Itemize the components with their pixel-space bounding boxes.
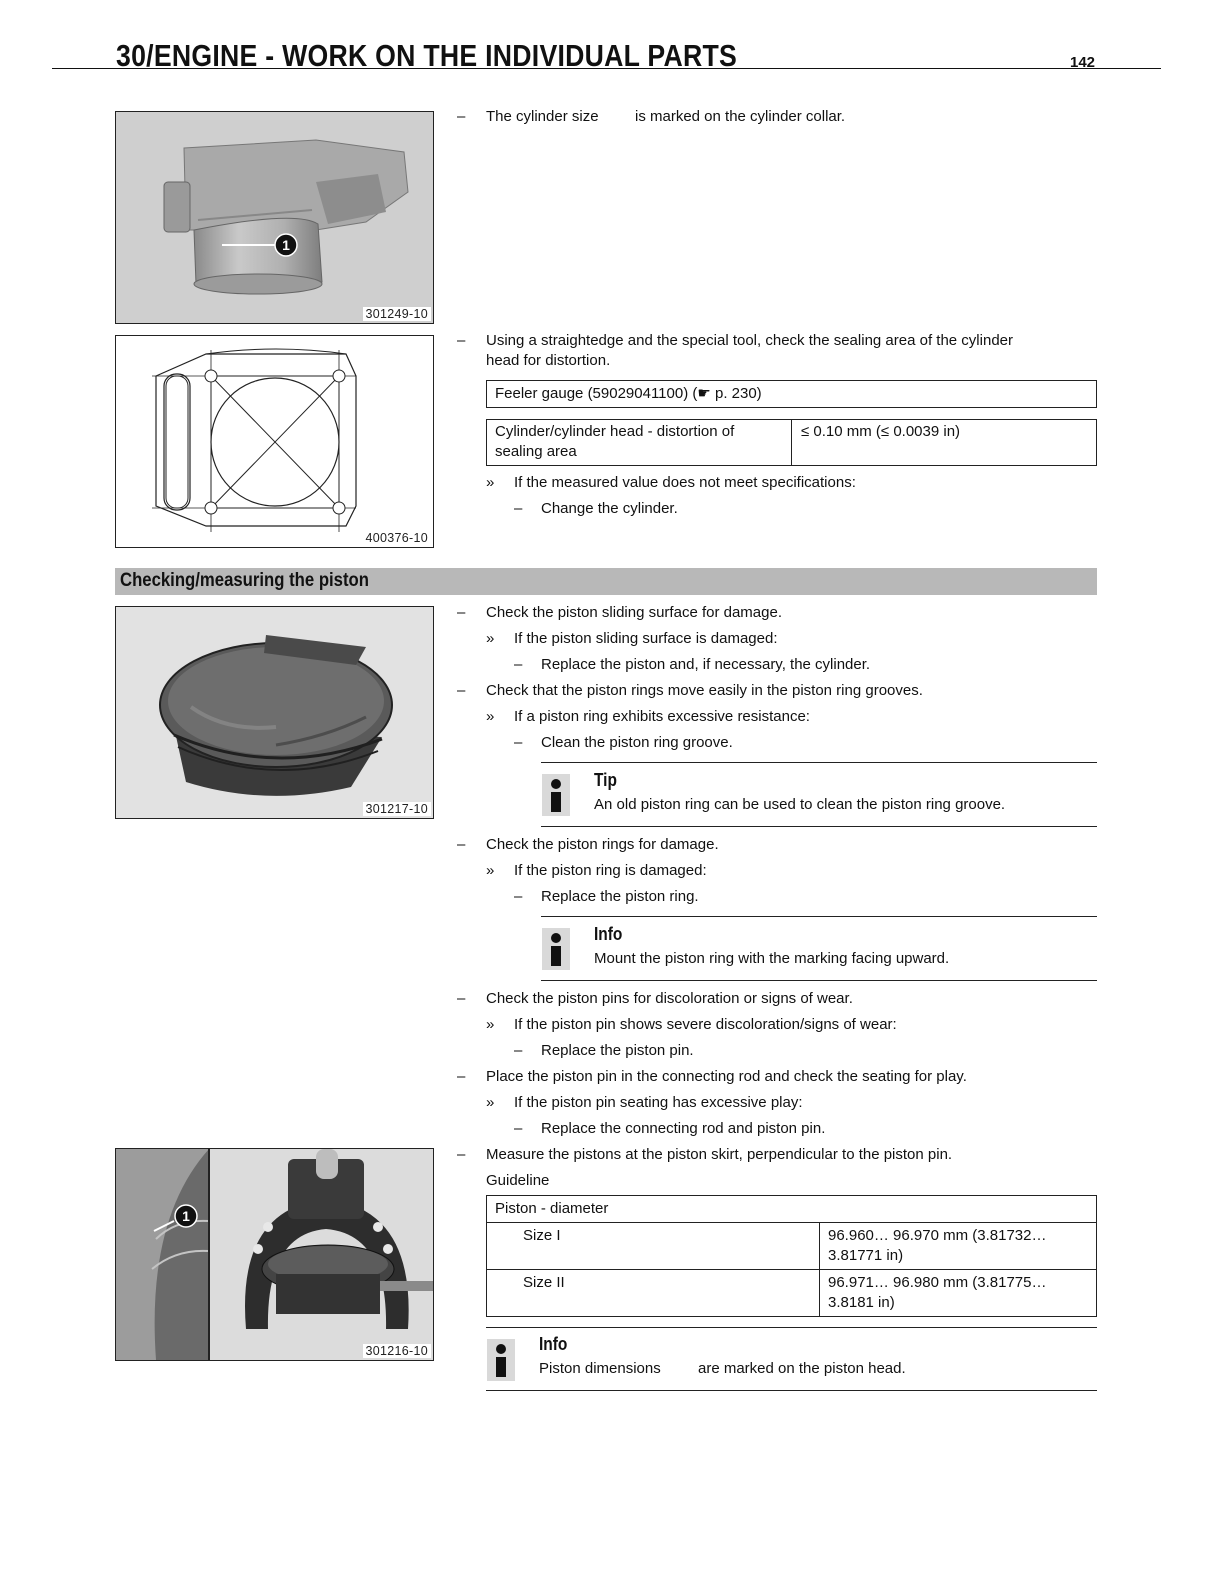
straightedge-text-2: head for distortion. (486, 352, 611, 369)
info-bottom-rule (541, 980, 1097, 981)
size-cell: Size I (487, 1223, 820, 1270)
action-replace-rod: Replace the connecting rod and piston pin. (541, 1120, 826, 1137)
cylinder-photo (115, 111, 434, 324)
figure-label: 301249-10 (363, 307, 431, 321)
piston-diameter-table (486, 1195, 1097, 1317)
micrometer-illustration (116, 1149, 433, 1360)
header-rule (52, 68, 1161, 69)
page-number: 142 (1070, 54, 1096, 71)
piston-photo (115, 606, 434, 819)
info-icon (542, 928, 570, 970)
figure-label: 400376-10 (363, 531, 431, 545)
info-title: Info (594, 924, 623, 944)
dash-marker: – (457, 1146, 466, 1163)
piston-illustration (116, 607, 433, 818)
condition-pin-play: If the piston pin seating has excessive play: (514, 1094, 803, 1111)
action-replace-ring: Replace the piston ring. (541, 888, 699, 905)
step-pin-seating: Place the piston pin in the connecting rod and check the seating for play. (486, 1068, 967, 1085)
callout-1: 1 (182, 1208, 190, 1224)
tip-text: An old piston ring can be used to clean the piston ring groove. (594, 796, 1006, 813)
page-title: 30/ENGINE - WORK ON THE INDIVIDUAL PARTS (116, 38, 738, 73)
dash-marker: – (457, 332, 466, 349)
step-piston-pins: Check the piston pins for discoloration or signs of wear. (486, 990, 853, 1007)
distortion-label-2: sealing area (495, 443, 577, 460)
cylinder-size-text-a: The cylinder size (486, 108, 599, 125)
dash-marker: – (457, 604, 466, 621)
info-title: Info (539, 1334, 568, 1354)
arrow-marker: » (486, 630, 495, 647)
value-line: 3.8181 in) (828, 1294, 895, 1311)
condition-sliding-damaged: If the piston sliding surface is damaged: (514, 630, 778, 647)
info-text-a: Piston dimensions (539, 1360, 661, 1377)
cylinder-head-diagram (115, 335, 434, 548)
straightedge-text-1: Using a straightedge and the special tool, check the sealing area of the cylinder (486, 332, 1013, 349)
figure-label: 301216-10 (363, 1344, 431, 1358)
dash-marker: – (457, 682, 466, 699)
dash-marker: – (457, 1068, 466, 1085)
size-cell: Size II (487, 1270, 820, 1317)
dash-marker: – (514, 1042, 523, 1059)
dash-marker: – (457, 990, 466, 1007)
table-divider (791, 420, 792, 465)
info-top-rule (541, 916, 1097, 917)
condition-ring-damaged: If the piston ring is damaged: (514, 862, 707, 879)
info-icon (487, 1339, 515, 1381)
step-ring-movement: Check that the piston rings move easily in the piston ring grooves. (486, 682, 923, 699)
tip-title: Tip (594, 770, 617, 790)
table-header: Piston - diameter (487, 1196, 1097, 1223)
cylinder-illustration (116, 112, 433, 323)
value-line: 96.971… 96.980 mm (3.81775… (828, 1274, 1047, 1291)
dash-marker: – (457, 108, 466, 125)
value-cell (820, 1270, 1097, 1317)
condition-pin-wear: If the piston pin shows severe discoloration/signs of wear: (514, 1016, 897, 1033)
action-replace-pin: Replace the piston pin. (541, 1042, 694, 1059)
dash-marker: – (514, 734, 523, 751)
value-line: 3.81771 in) (828, 1247, 904, 1264)
tip-top-rule (541, 762, 1097, 763)
arrow-marker: » (486, 708, 495, 725)
arrow-marker: » (486, 1016, 495, 1033)
distortion-spec-table (486, 419, 1097, 466)
step-sliding-surface: Check the piston sliding surface for damage. (486, 604, 782, 621)
dash-marker: – (514, 656, 523, 673)
special-tool-box (486, 380, 1097, 408)
section-title: Checking/measuring the piston (120, 570, 369, 591)
condition-ring-resistance: If a piston ring exhibits excessive resistance: (514, 708, 810, 725)
action-clean-groove: Clean the piston ring groove. (541, 734, 733, 751)
dash-marker: – (457, 836, 466, 853)
tip-bottom-rule (541, 826, 1097, 827)
measured-condition: If the measured value does not meet specifications: (514, 474, 856, 491)
guideline-label: Guideline (486, 1172, 550, 1189)
arrow-marker: » (486, 1094, 495, 1111)
micrometer-photo (115, 1148, 434, 1361)
distortion-label-1: Cylinder/cylinder head - distortion of (495, 423, 735, 440)
step-measure-piston: Measure the pistons at the piston skirt, perpendicular to the piston pin. (486, 1146, 953, 1163)
dash-marker: – (514, 500, 523, 517)
info-top-rule (486, 1327, 1097, 1328)
arrow-marker: » (486, 474, 495, 491)
info-icon (542, 774, 570, 816)
value-cell (820, 1223, 1097, 1270)
dash-marker: – (514, 888, 523, 905)
step-ring-damage: Check the piston rings for damage. (486, 836, 719, 853)
change-cylinder-text: Change the cylinder. (541, 500, 678, 517)
info-text: Mount the piston ring with the marking facing upward. (594, 950, 950, 967)
dash-marker: – (514, 1120, 523, 1137)
callout-1: 1 (282, 237, 290, 253)
info-text-b: are marked on the piston head. (698, 1360, 906, 1377)
cylinder-size-text-b: is marked on the cylinder collar. (635, 108, 846, 125)
distortion-check-diagram (116, 336, 433, 547)
feeler-gauge-text: Feeler gauge (59029041100) (☛ p. 230) (495, 385, 762, 402)
value-line: 96.960… 96.970 mm (3.81732… (828, 1227, 1047, 1244)
info-bottom-rule (486, 1390, 1097, 1391)
distortion-value: ≤ 0.10 mm (≤ 0.0039 in) (801, 423, 961, 440)
figure-label: 301217-10 (363, 802, 431, 816)
arrow-marker: » (486, 862, 495, 879)
action-replace-piston: Replace the piston and, if necessary, the cylinder. (541, 656, 871, 673)
